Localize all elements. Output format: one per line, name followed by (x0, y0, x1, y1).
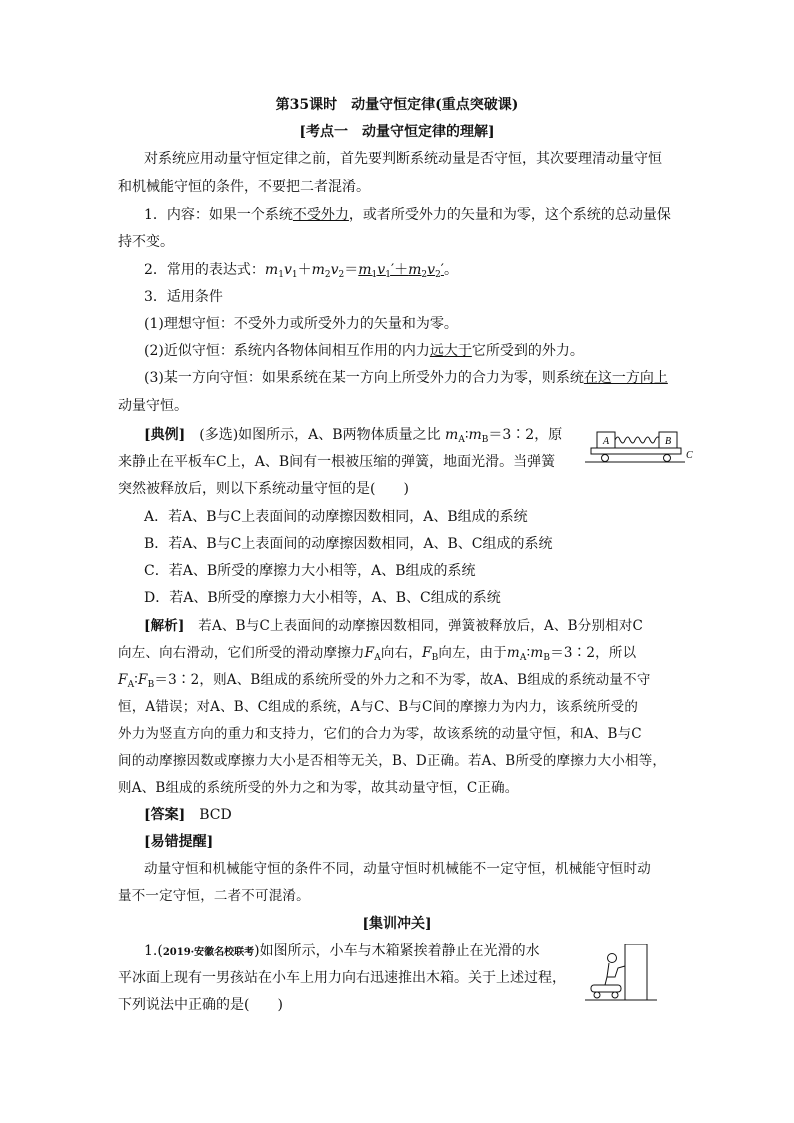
boy-head (608, 954, 617, 963)
svg-text:B: B (664, 436, 672, 447)
solution-line-7: 则A、B组成的系统所受的外力之和为零，故其动量守恒，C正确。 (118, 780, 519, 796)
answer-line: [答案] BCD (144, 807, 232, 823)
example-line-3: 突然被释放后，则以下系统动量守恒的是( ) (118, 481, 409, 497)
formula-underlined: $m_1v_1'+m_2v_2'$ (358, 262, 444, 280)
condition-3-cont: 动量守恒。 (118, 398, 188, 414)
condition-1: (1)理想守恒：不受外力或所受外力的矢量和为零。 (144, 316, 458, 332)
solution-line-4: 恒，A错误；对A、B、C组成的系统，A与C、B与C间的摩擦力为内力，该系统所受的 (118, 699, 639, 715)
content-line-1: 1．内容：如果一个系统不受外力，或者所受外力的矢量和为零，这个系统的总动量保 (144, 207, 671, 223)
underlined-term: 不受外力 (292, 207, 349, 223)
answer-value: BCD (199, 807, 232, 823)
reminder-line-1: 动量守恒和机械能守恒的条件不同，动量守恒时机械能不一定守恒，机械能守恒时动 (144, 861, 651, 877)
intro-line-2: 和机械能守恒的条件，不要把二者混淆。 (118, 179, 370, 195)
training-heading: [集训冲关] (362, 916, 432, 932)
cart (591, 985, 621, 992)
option-a: A．若A、B与C上表面间的动摩擦因数相同，A、B组成的系统 (144, 509, 528, 525)
reminder-heading: [易错提醒] (144, 834, 214, 850)
option-c: C．若A、B所受的摩擦力大小相等，A、B组成的系统 (144, 563, 476, 579)
content-line-2: 持不变。 (118, 234, 174, 250)
formula-line: 2．常用的表达式：$m_1v_1+m_2v_2=m_1v_1'+m_2v_2'$。 (144, 262, 458, 280)
training-q1-line-1: 1.(2019·安徽名校联考)如图所示，小车与木箱紧挨着静止在光滑的水 (144, 943, 540, 959)
solution-line-6: 间的动摩擦因数或摩擦力大小是否相等无关，B、D正确。若A、B所受的摩擦力大小相等， (118, 753, 667, 769)
section-heading: [考点一 动量守恒定律的理解] (299, 124, 495, 140)
conditions-heading: 3．适用条件 (144, 289, 223, 305)
cart-plate (591, 448, 681, 454)
svg-text:A: A (602, 436, 610, 447)
boy-cart-box-figure (585, 944, 685, 1009)
solution-line-2: 向左、向右滑动，它们所受的滑动摩擦力$F_A$向右，$F_B$向左，由于$m_A∶m_B=3∶2$，所以 (118, 645, 637, 663)
intro-line-1: 对系统应用动量守恒定律之前，首先要判断系统动量是否守恒，其次要理清动量守恒 (144, 151, 662, 167)
option-d: D．若A、B所受的摩擦力大小相等，A、B、C组成的系统 (144, 590, 501, 606)
solution-line-5: 外力为竖直方向的重力和支持力，它们的合力为零，故该系统的动量守恒，和A、B与C (118, 726, 642, 742)
reminder-line-2: 量不一定守恒，二者不可混淆。 (118, 888, 310, 904)
training-q1-line-3: 下列说法中正确的是( ) (118, 997, 283, 1013)
example-line-2: 来静止在平板车C上，A、B间有一根被压缩的弹簧，地面光滑。当弹簧 (118, 454, 556, 470)
solution-line-3: $F_A∶F_B=3∶2$，则A、B组成的系统所受的外力之和不为零，故A、B组成的系统动量不守 (118, 672, 651, 690)
svg-text:C: C (686, 450, 693, 461)
condition-3: (3)某一方向守恒：如果系统在某一方向上所受外力的合力为零，则系统在这一方向上 (144, 370, 668, 386)
condition-2: (2)近似守恒：系统内各物体间相互作用的内力远大于它所受到的外力。 (144, 343, 584, 359)
option-b: B．若A、B与C上表面间的动摩擦因数相同，A、B、C组成的系统 (144, 536, 553, 552)
cart-spring-figure (585, 426, 695, 476)
spring (615, 437, 660, 443)
solution-line-1: [解析] 若A、B与C上表面间的动摩擦因数相同，弹簧被释放后，A、B分别相对C (144, 618, 644, 634)
example-line-1: [典例] (多选)如图所示，A、B两物体质量之比 $m_A∶m_B=3∶2$，原 (144, 427, 563, 445)
page-title: 第35课时 动量守恒定律(重点突破课) (275, 97, 519, 113)
boy-body (605, 963, 625, 985)
wooden-box (625, 944, 647, 1000)
training-q1-line-2: 平冰面上现有一男孩站在小车上用力向右迅速推出木箱。关于上述过程， (118, 970, 566, 986)
